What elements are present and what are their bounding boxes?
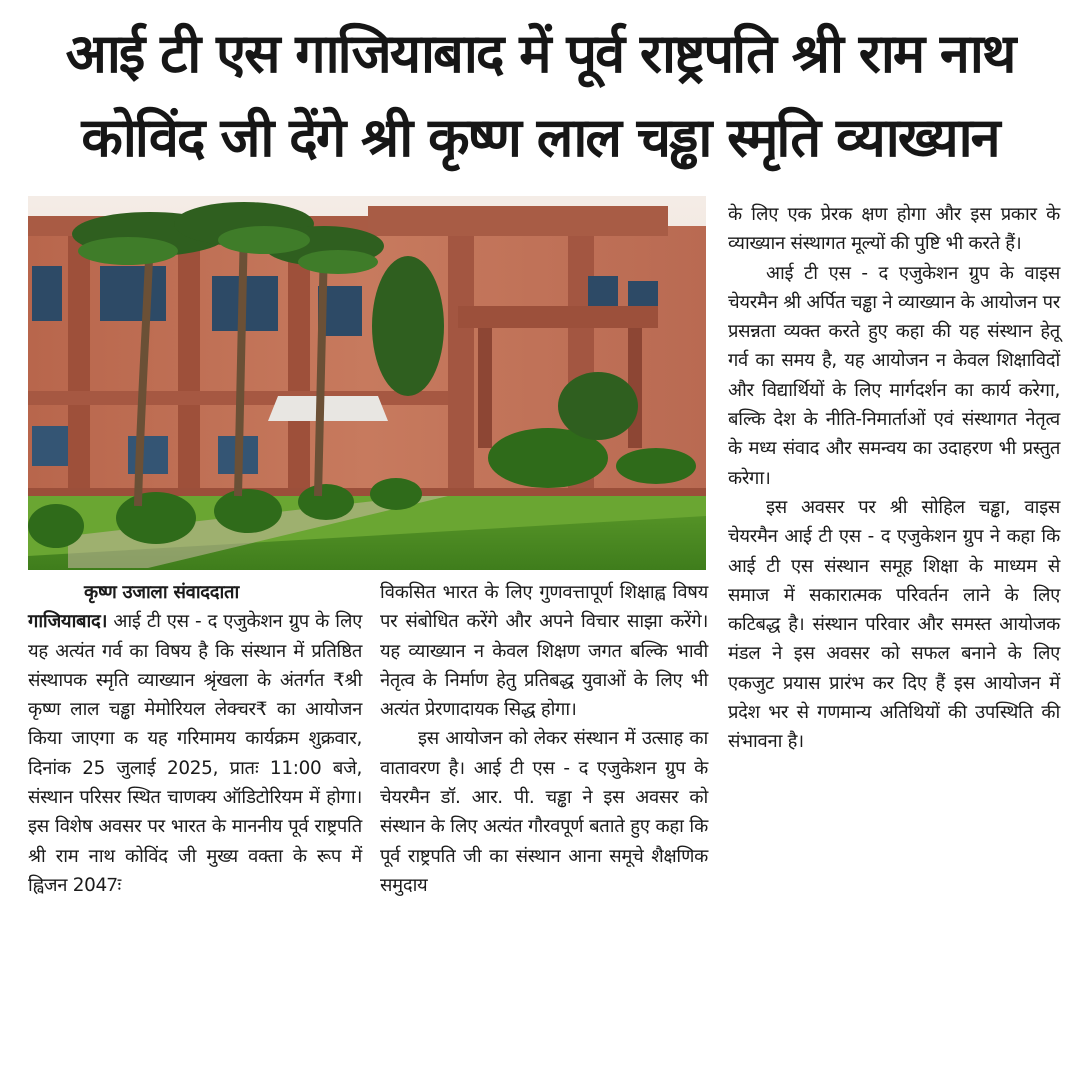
article-paragraph-2: विकसित भारत के लिए गुणवत्तापूर्ण शिक्षाह्व विषय पर संबोधित करेंगे और अपने विचार साझा करेंगे। यह व्याख्यान न केवल शिक्षण जगत बल्कि भावी नेतृत्व के निर्माण हेतु प्रतिबद्ध युवाओं के लिए भी अत्यंत प्रेरणादायक सिद्ध होगा। (380, 582, 708, 721)
article-paragraph-1: आई टी एस - द एजुकेशन ग्रुप के लिए यह अत्यंत गर्व का विषय है कि संस्थान में प्रतिष्ठित संस्थापक स्मृति व्याख्यान श्रृंखला के अंतर्गत ₹श्री कृष्ण लाल चड्ढा मेमोरियल लेक्चर₹ का आयोजन किया जाएगा क यह गरिमामय कार्यक्रम शुक्रवार, दिनांक 25 जुलाई 2025, प्रातः 11:00 बजे, संस्थान परिसर स्थित चाणक्य ऑडिटोरियम में होगा। इस विशेष अवसर पर भारत के माननीय पूर्व राष्ट्रपति श्री राम नाथ कोविंद जी मुख्य वक्ता के रूप में ह्विजन 2047ः (28, 611, 363, 896)
article-paragraph-4: के लिए एक प्रेरक क्षण होगा और इस प्रकार के व्याख्यान संस्थागत मूल्यों की पुष्टि भी करते हैं। (728, 204, 1060, 255)
dateline: गाजियाबाद। (28, 611, 108, 633)
byline: कृष्ण उजाला संवाददाता (84, 582, 239, 603)
headline-line-1: आई टी एस गाजियाबाद में पूर्व राष्ट्रपति श्री राम नाथ (65, 22, 1015, 85)
headline (18, 12, 1062, 180)
headline-line-2: कोविंद जी देंगे श्री कृष्ण लाल चड्ढा स्मृति व्याख्यान (81, 106, 999, 169)
article-column-right (728, 200, 1060, 757)
article-column-left (28, 578, 362, 900)
article-paragraph-3: इस आयोजन को लेकर संस्थान में उत्साह का वातावरण है। आई टी एस - द एजुकेशन ग्रुप के चेयरमैन डॉ. आर. पी. चड्ढा ने इस अवसर को संस्थान के लिए अत्यंत गौरवपूर्ण बताते हुए कहा कि पूर्व राष्ट्रपति जी का संस्थान आना समूचे शैक्षणिक समुदाय (380, 728, 708, 896)
campus-photo-illustration (28, 196, 706, 570)
article-paragraph-6: इस अवसर पर श्री सोहिल चड्ढा, वाइस चेयरमैन आई टी एस - द एजुकेशन ग्रुप ने कहा कि आई टी एस संस्थान समूह शिक्षा के माध्यम से समाज में सकारात्मक परिवर्तन लाने के लिए कटिबद्ध है। संस्थान परिवार और समस्त आयोजक मंडल ने इस अवसर को सफल बनाने के लिए एकजुट प्रयास प्रारंभ कर दिए हैं इस आयोजन में प्रदेश भर से गणमान्य अतिथियों की उपस्थिति की संभावना है। (728, 496, 1060, 753)
campus-building-photo (28, 196, 706, 570)
article-paragraph-5: आई टी एस - द एजुकेशन ग्रुप के वाइस चेयरमैन श्री अर्पित चड्ढा ने व्याख्यान के आयोजन पर प्रसन्नता व्यक्त करते हुए कहा की यह संस्थान हेतू गर्व का समय है, यह आयोजन न केवल शिक्षाविदों और विद्यार्थियों के लिए मार्गदर्शन का कार्य करेगा, बल्कि देश के नीति-निमार्ताओं एवं संस्थागत नेतृत्व के मध्य संवाद और समन्वय का उदाहरण भी प्रस्तुत करेगा। (728, 262, 1060, 489)
article-column-middle (380, 578, 708, 900)
